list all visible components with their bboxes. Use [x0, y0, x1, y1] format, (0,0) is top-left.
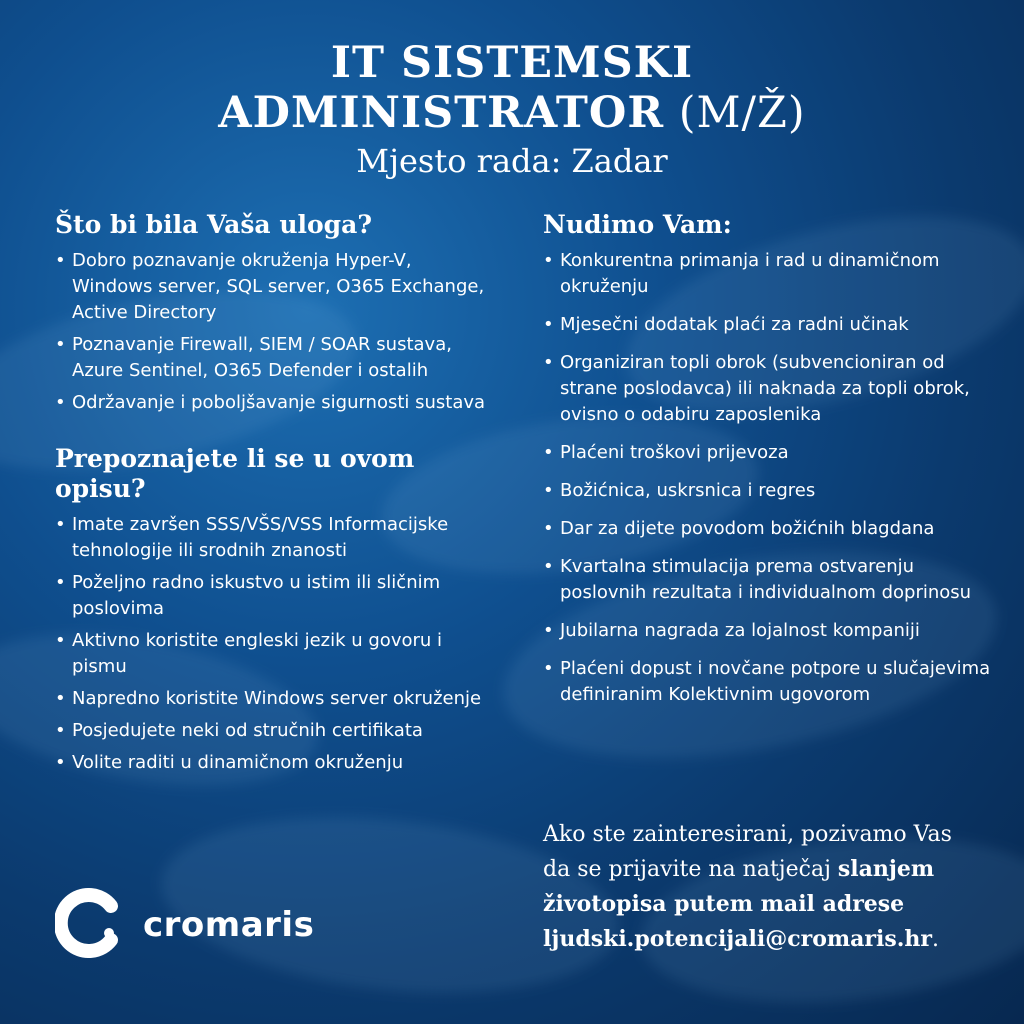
list-item: • Dobro poznavanje okruženja Hyper-V, Windows server, SQL server, O365 Exchange, Active Directory — [55, 248, 495, 326]
list-item: • Dar za dijete povodom božićnih blagdana — [543, 516, 993, 542]
list-item: • Poznavanje Firewall, SIEM / SOAR sustava, Azure Sentinel, O365 Defender i ostalih — [55, 332, 495, 384]
offer-heading: Nudimo Vam: — [543, 210, 732, 239]
company-logo — [55, 888, 314, 962]
list-item: • Volite raditi u dinamičnom okruženju — [55, 750, 495, 776]
contact-email-link[interactable]: slanjem životopisa putem mail adrese ljudski.potencijali@cromaris.hr — [543, 856, 935, 952]
list-item: • Održavanje i poboljšavanje sigurnosti sustava — [55, 390, 495, 416]
profile-heading: Prepoznajete li se u ovom opisu? — [55, 444, 415, 503]
profile-list — [55, 512, 495, 776]
list-item: • Poželjno radno iskustvo u istim ili sličnim poslovima — [55, 570, 495, 622]
job-title-line2: ADMINISTRATOR — [218, 88, 665, 138]
list-item: • Aktivno koristite engleski jezik u govoru i pismu — [55, 628, 495, 680]
job-title — [0, 38, 1024, 138]
job-title-line1: IT SISTEMSKI — [330, 38, 694, 88]
list-item: • Konkurentna primanja i rad u dinamičnom okruženju — [543, 248, 993, 300]
role-list — [55, 248, 495, 416]
list-item: • Jubilarna nagrada za lojalnost kompaniji — [543, 618, 993, 644]
list-item: • Kvartalna stimulacija prema ostvarenju poslovnih rezultata i individualnom doprinosu — [543, 554, 993, 606]
list-item: • Plaćeni troškovi prijevoza — [543, 440, 993, 466]
list-item: • Plaćeni dopust i novčane potpore u slučajevima definiranim Kolektivnim ugovorom — [543, 656, 993, 708]
job-location: Mjesto rada: Zadar — [356, 142, 668, 180]
offer-list — [543, 248, 993, 708]
logo-text: cromaris — [143, 905, 315, 945]
list-item: • Posjedujete neki od stručnih certifikata — [55, 718, 495, 744]
role-heading: Što bi bila Vaša uloga? — [55, 210, 372, 239]
contact-end: . — [932, 927, 940, 952]
list-item: • Božićnica, uskrsnica i regres — [543, 478, 993, 504]
header — [0, 38, 1024, 180]
contact-text — [543, 818, 983, 957]
left-column — [55, 210, 495, 782]
job-title-suffix: (M/Ž) — [664, 88, 806, 138]
list-item: • Imate završen SSS/VŠS/VSS Informacijske tehnologije ili srodnih znanosti — [55, 512, 495, 564]
right-column — [543, 210, 993, 720]
list-item: • Organiziran topli obrok (subvencioniran od strane poslodavca) ili naknada za topli obrok, ovisno o odabiru zaposlenika — [543, 350, 993, 428]
list-item: • Mjesečni dodatak plaći za radni učinak — [543, 312, 993, 338]
list-item: • Napredno koristite Windows server okruženje — [55, 686, 495, 712]
cromaris-c-logo-icon — [55, 888, 125, 962]
contact-plain: Ako ste zainteresirani, pozivamo Vas da se prijavite na natječaj — [543, 822, 952, 882]
